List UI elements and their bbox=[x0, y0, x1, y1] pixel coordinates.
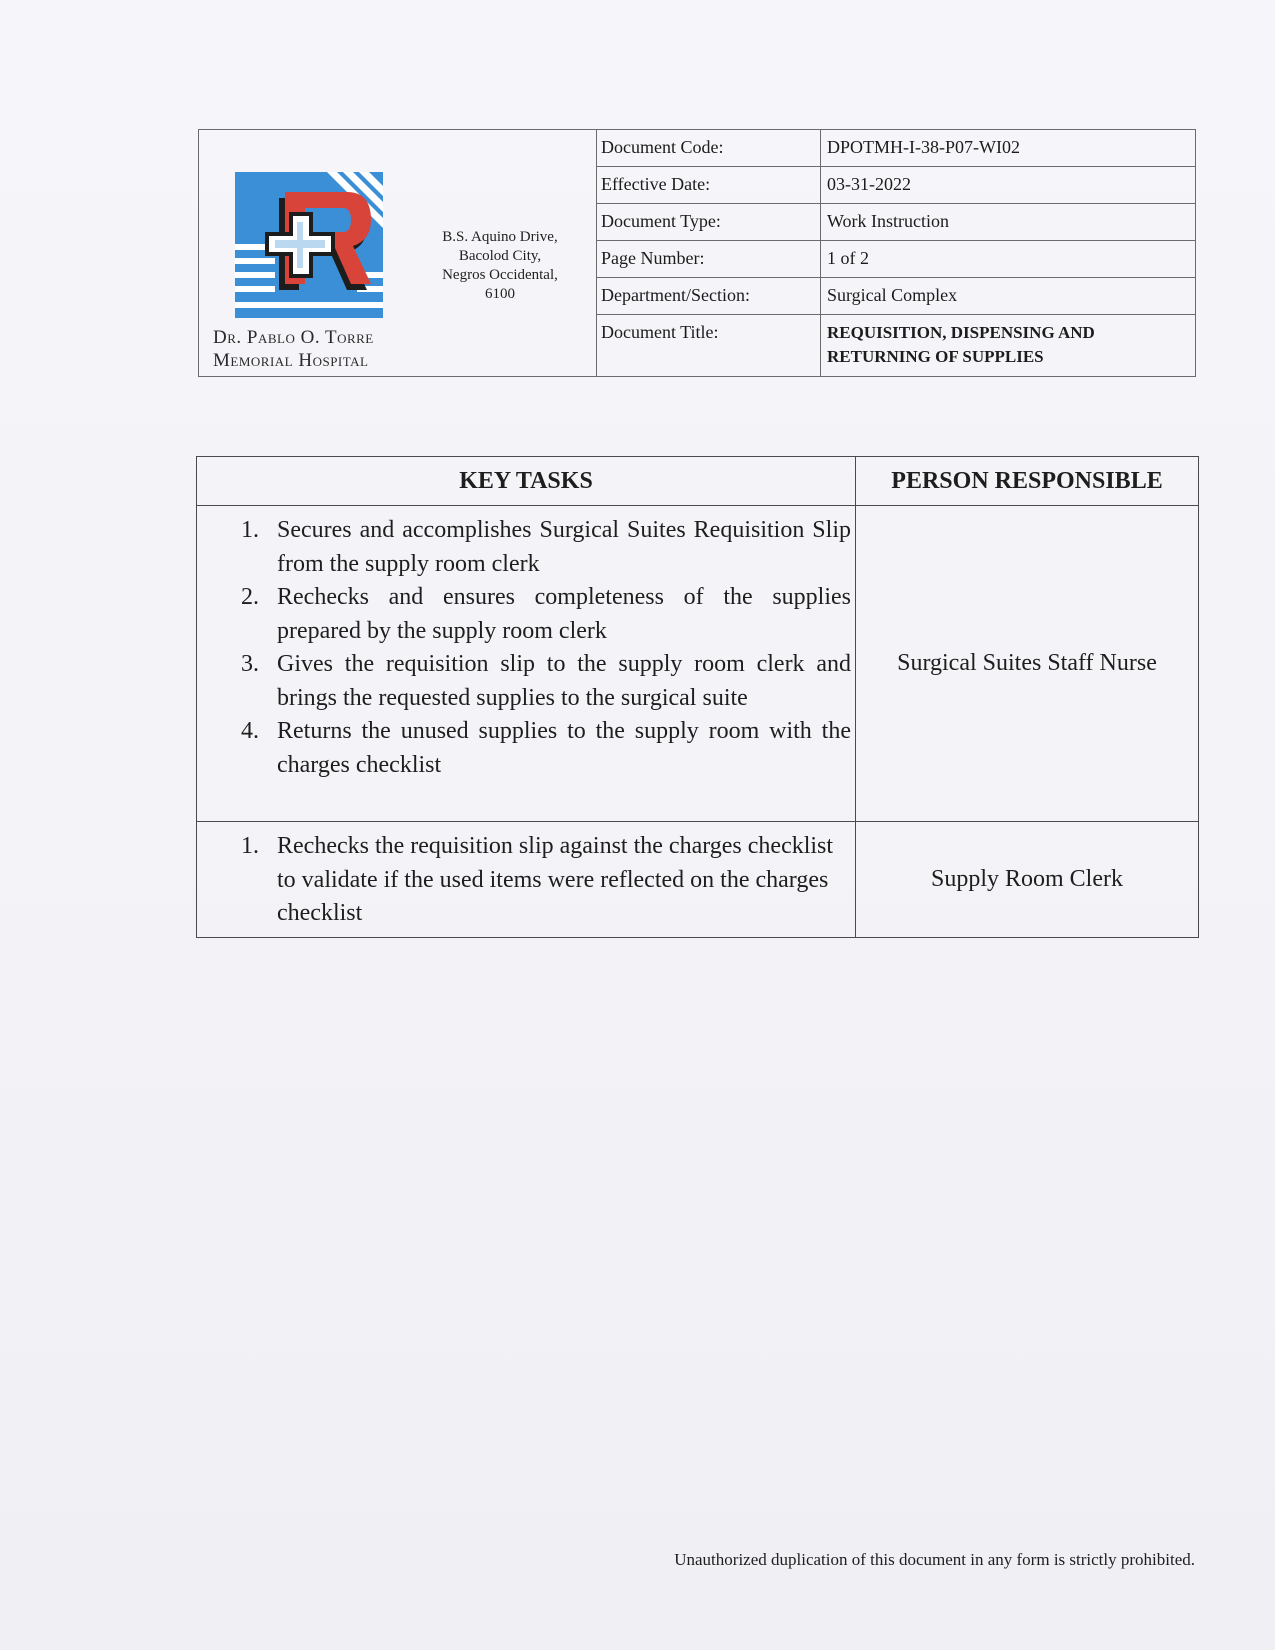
table-row bbox=[197, 822, 1198, 937]
task-list bbox=[197, 514, 851, 782]
hospital-name-line2: Memorial Hospital bbox=[213, 350, 369, 371]
meta-value: Work Instruction bbox=[827, 211, 950, 231]
task-text: Rechecks and ensures completeness of the supplies prepared by the supply room clerk bbox=[277, 584, 851, 644]
meta-value: Surgical Complex bbox=[827, 285, 958, 305]
address-line: B.S. Aquino Drive, bbox=[442, 229, 558, 245]
hospital-name-line1: Dr. Pablo O. Torre bbox=[213, 327, 374, 348]
meta-row-department bbox=[596, 278, 1195, 315]
meta-value: DPOTMH-I-38-P07-WI02 bbox=[827, 137, 1020, 157]
task-cell bbox=[197, 506, 856, 821]
table-header bbox=[197, 457, 1198, 506]
task-list bbox=[197, 830, 851, 931]
meta-label: Document Type: bbox=[596, 204, 821, 240]
hospital-logo-icon bbox=[235, 172, 391, 326]
task-cell bbox=[197, 822, 856, 937]
meta-row-document-title bbox=[596, 315, 1195, 376]
meta-value: 1 of 2 bbox=[827, 248, 869, 268]
list-item bbox=[197, 648, 851, 715]
hospital-address bbox=[425, 228, 575, 304]
person-responsible: Supply Room Clerk bbox=[930, 866, 1123, 892]
task-number: 3. bbox=[241, 651, 259, 677]
address-line: 6100 bbox=[485, 286, 515, 302]
meta-label: Document Title: bbox=[596, 315, 821, 376]
meta-label: Document Code: bbox=[596, 130, 821, 166]
document-title: REQUISITION, DISPENSING AND RETURNING OF SUPPLIES bbox=[827, 323, 1095, 366]
meta-label: Page Number: bbox=[596, 241, 821, 277]
task-number: 1. bbox=[241, 517, 259, 543]
meta-label: Department/Section: bbox=[596, 278, 821, 314]
task-number: 1. bbox=[241, 833, 259, 859]
key-tasks-table bbox=[196, 456, 1199, 938]
list-item bbox=[197, 715, 851, 782]
address-line: Negros Occidental, bbox=[442, 267, 558, 283]
meta-row-document-type bbox=[596, 204, 1195, 241]
meta-value: 03-31-2022 bbox=[827, 174, 911, 194]
table-row bbox=[197, 506, 1198, 822]
list-item bbox=[197, 514, 851, 581]
person-responsible: Surgical Suites Staff Nurse bbox=[897, 650, 1157, 676]
task-number: 4. bbox=[241, 718, 259, 744]
meta-label: Effective Date: bbox=[596, 167, 821, 203]
meta-row-effective-date bbox=[596, 167, 1195, 204]
task-text: Rechecks the requisition slip against the charges checklist to validate if the used items were reflected on the charges checklist bbox=[277, 833, 834, 926]
task-text: Gives the requisition slip to the supply room clerk and brings the requested supplies to the surgical suite bbox=[277, 651, 851, 711]
address-line: Bacolod City, bbox=[458, 248, 542, 264]
document-meta-table bbox=[596, 130, 1195, 376]
meta-row-page-number bbox=[596, 241, 1195, 278]
column-header-key-tasks: KEY TASKS bbox=[197, 457, 856, 505]
task-text: Returns the unused supplies to the supply room with the charges checklist bbox=[277, 718, 851, 778]
task-number: 2. bbox=[241, 584, 259, 610]
hospital-logo-cell bbox=[199, 130, 597, 376]
list-item bbox=[197, 581, 851, 648]
list-item bbox=[197, 830, 851, 931]
document-header bbox=[198, 129, 1196, 377]
meta-row-document-code bbox=[596, 130, 1195, 167]
task-text: Secures and accomplishes Surgical Suites Requisition Slip from the supply room clerk bbox=[277, 517, 851, 577]
column-header-person-responsible: PERSON RESPONSIBLE bbox=[891, 467, 1163, 494]
duplication-notice: Unauthorized duplication of this document in any form is strictly prohibited. bbox=[674, 1550, 1195, 1569]
hospital-name bbox=[213, 326, 423, 372]
